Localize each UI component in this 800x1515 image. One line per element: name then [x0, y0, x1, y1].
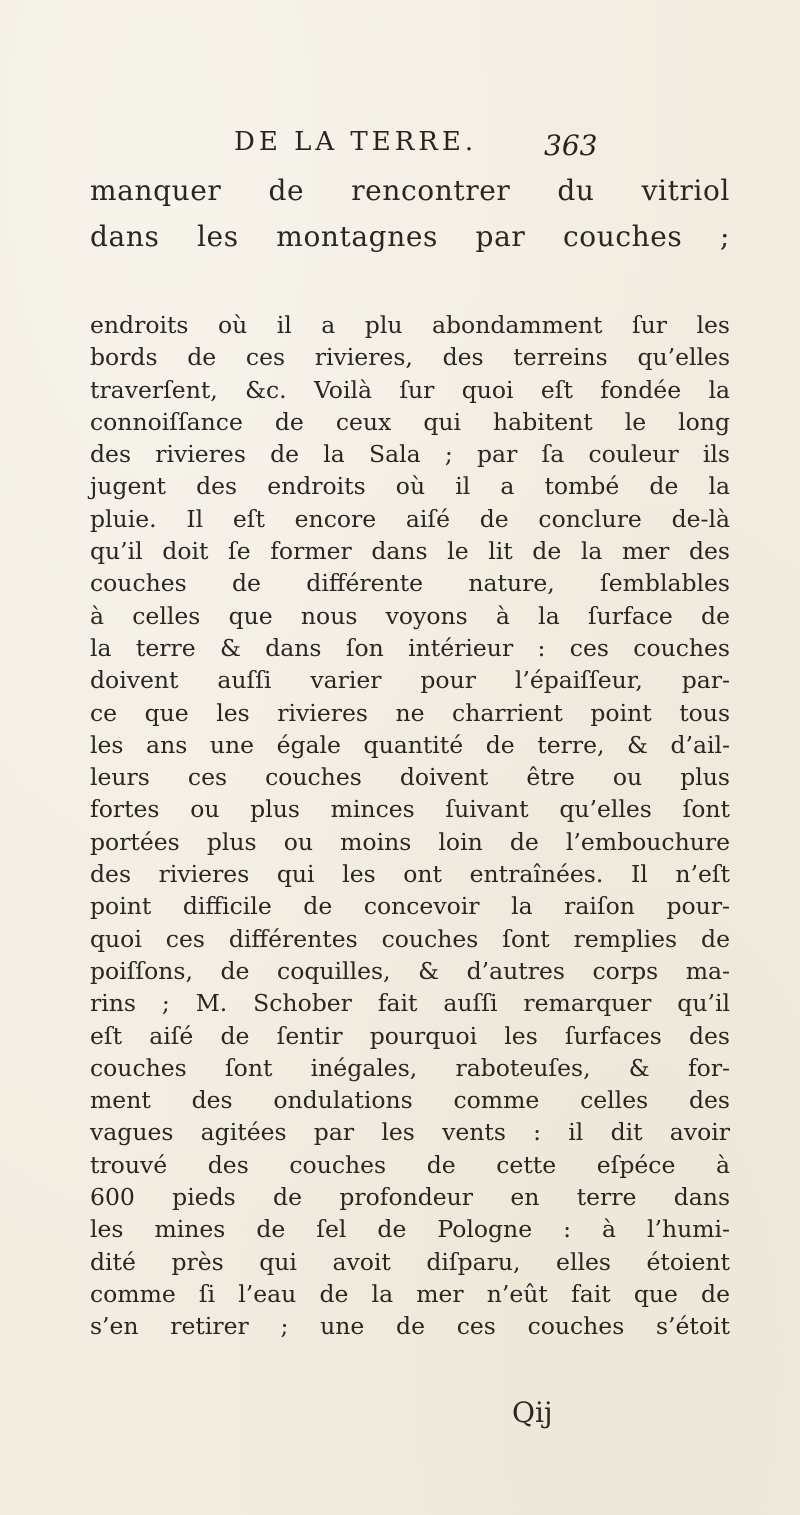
text-line: dans les montagnes par couches ;	[90, 220, 730, 253]
text-line: manquer de rencontrer du vitriol	[90, 174, 730, 207]
text-line: comme ſi l’eau de la mer n’eût fait que de	[90, 1279, 730, 1308]
signature-mark: Qij	[512, 1396, 553, 1429]
text-line: des rivieres qui les ont entraînées. Il n’eſt	[90, 860, 730, 889]
text-line: jugent des endroits où il a tombé de la	[90, 472, 730, 501]
text-line: pluie. Il eſt encore aiſé de conclure de-là	[90, 504, 730, 533]
text-line: traverſent, &c. Voilà ſur quoi eſt fondée la	[90, 375, 730, 404]
body-text	[90, 168, 730, 1343]
text-line: les mines de ſel de Pologne : à l’humi-	[90, 1215, 730, 1244]
text-line: dité près qui avoit diſparu, elles étoient	[90, 1247, 730, 1276]
text-line: leurs ces couches doivent être ou plus	[90, 763, 730, 792]
text-line: s’en retirer ; une de ces couches s’étoit	[90, 1312, 730, 1341]
text-line: ment des ondulations comme celles des	[90, 1086, 730, 1115]
text-line: vagues agitées par les vents : il dit avoir	[90, 1118, 730, 1147]
text-line: la terre & dans ſon intérieur : ces couches	[90, 633, 730, 662]
text-line: des rivieres de la Sala ; par ſa couleur ils	[90, 440, 730, 469]
text-line: connoiſſance de ceux qui habitent le long	[90, 407, 730, 436]
text-line: quoi ces différentes couches ſont remplies de	[90, 924, 730, 953]
text-line: doivent auſſi varier pour l’épaiſſeur, par-	[90, 666, 730, 695]
text-line: les ans une égale quantité de terre, & d’ail-	[90, 730, 730, 759]
text-line: trouvé des couches de cette eſpéce à	[90, 1150, 730, 1179]
text-line: rins ; M. Schober fait auſſi remarquer qu’il	[90, 989, 730, 1018]
page-header	[234, 127, 634, 167]
page-number: 363	[544, 129, 598, 162]
text-line: 600 pieds de profondeur en terre dans	[90, 1183, 730, 1212]
text-line: endroits où il a plu abondamment ſur les	[90, 311, 730, 339]
text-line: couches ſont inégales, raboteuſes, & for-	[90, 1053, 730, 1082]
text-line: fortes ou plus minces ſuivant qu’elles ſont	[90, 795, 730, 824]
text-line: point difficile de concevoir la raiſon pour-	[90, 892, 730, 921]
text-line: à celles que nous voyons à la ſurface de	[90, 601, 730, 630]
text-line: bords de ces rivieres, des terreins qu’elles	[90, 343, 730, 372]
text-line: poiſſons, de coquilles, & d’autres corps ma-	[90, 956, 730, 985]
running-head: DE LA TERRE.	[234, 127, 478, 157]
text-line: portées plus ou moins loin de l’embouchure	[90, 827, 730, 856]
text-line: ce que les rivieres ne charrient point tous	[90, 698, 730, 727]
text-line: qu’il doit ſe former dans le lit de la mer des	[90, 537, 730, 566]
text-line: eſt aiſé de ſentir pourquoi les ſurfaces des	[90, 1021, 730, 1050]
text-line: couches de différente nature, ſemblables	[90, 569, 730, 598]
paragraph-gap	[90, 260, 730, 309]
